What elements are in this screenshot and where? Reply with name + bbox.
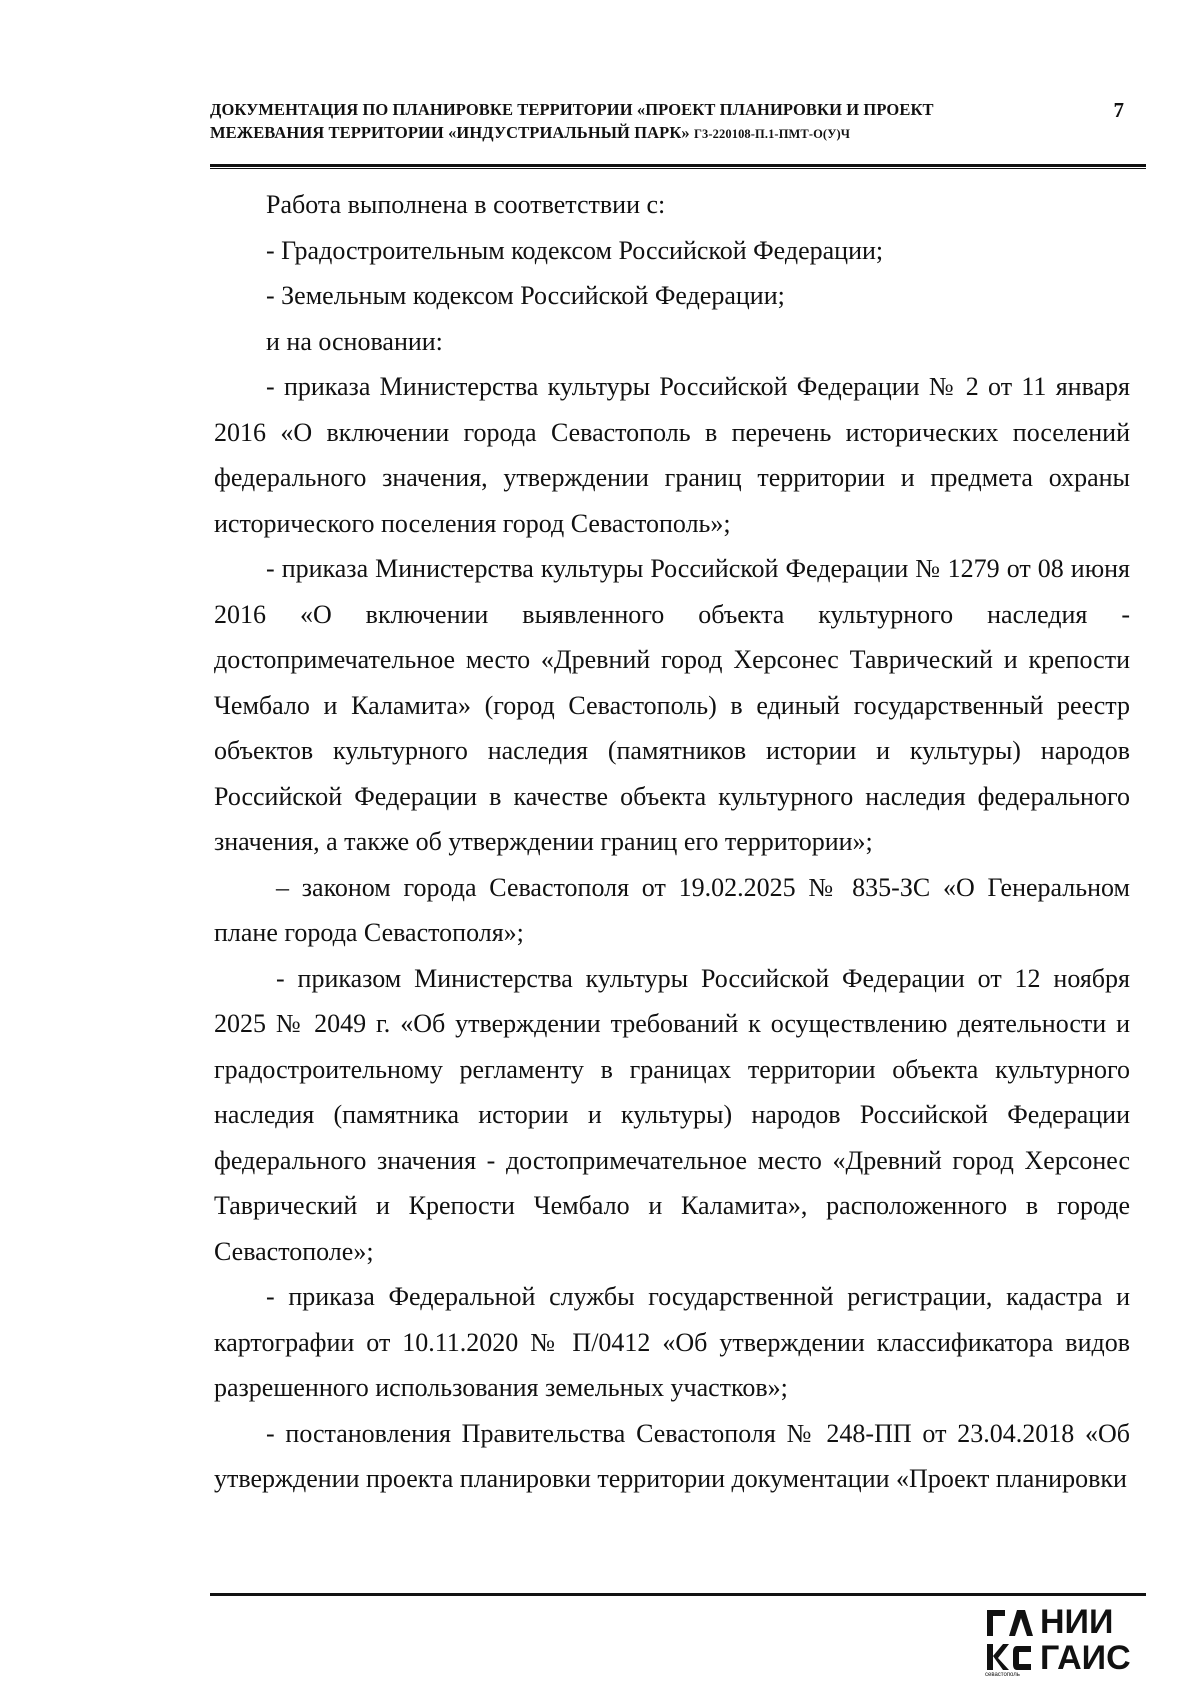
intro-line: Работа выполнена в соответствии с:: [266, 190, 666, 219]
logo-text-line-2: ГАИС: [1040, 1639, 1131, 1677]
footer-rule: [210, 1593, 1146, 1596]
document-body: [214, 182, 1130, 1502]
list-item-landcode: - Земельным кодексом Российской Федерации;: [266, 281, 785, 310]
paragraph-resolution-248: - постановления Правительства Севастополя № 248-ПП от 23.04.2018 «Об утверждении проекта планировки территории документации «Проект планировки: [214, 1418, 1130, 1493]
paragraph-order-p0412: - приказа Федеральной службы государственной регистрации, кадастра и картографии от 10.11.2020 № П/0412 «Об утверждении классификатора видов разрешенного использования земельных участков»;: [214, 1282, 1130, 1402]
header-line-1: ДОКУМЕНТАЦИЯ ПО ПЛАНИРОВКЕ ТЕРРИТОРИИ «ПРОЕКТ ПЛАНИРОВКИ И ПРОЕКТ: [210, 100, 934, 119]
paragraph-order-2: - приказа Министерства культуры Российской Федерации № 2 от 11 января 2016 «О включении города Севастополь в перечень исторических поселений федерального значения, утверждении границ территории и предмета охраны исторического поселения город Севастополь»;: [214, 372, 1130, 538]
header-line-2: [210, 121, 1110, 146]
document-header: [210, 98, 1110, 146]
document-code: Г3-220108-П.1-ПМТ-О(У)Ч: [694, 127, 851, 141]
logo-text-line-1: НИИ: [1040, 1603, 1114, 1641]
nii-gais-logo: [985, 1604, 1150, 1682]
logo-text: [1040, 1604, 1131, 1676]
logo-subtext: севастополь: [985, 1672, 1020, 1678]
basis-line: и на основании:: [266, 326, 443, 356]
header-line-2-text: МЕЖЕВАНИЯ ТЕРРИТОРИИ «ИНДУСТРИАЛЬНЫЙ ПАРК»: [210, 123, 690, 142]
page-number: 7: [1113, 98, 1124, 122]
logo-mark-icon: [985, 1608, 1035, 1676]
paragraph-order-2049: - приказом Министерства культуры Российской Федерации от 12 ноября 2025 № 2049 г. «Об утверждении требований к осуществлению деятельности и градостроительному регламенту в границах территории объекта культурного наследия (памятника истории и культуры) народов Российской Федерации федерального значения - достопримечательное место «Древний город Херсонес Таврический и Крепости Чембало и Каламита», расположенного в городе Севастополе»;: [214, 963, 1130, 1266]
paragraph-law-835: – законом города Севастополя от 19.02.2025 № 835-ЗС «О Генеральном плане города Севастополя»;: [214, 872, 1130, 947]
paragraph-order-1279: - приказа Министерства культуры Российской Федерации № 1279 от 08 июня 2016 «О включении выявленного объекта культурного наследия - достопримечательное место «Древний город Херсонес Таврический и крепости Чембало и Каламита» (город Севастополь) в единый государственный реестр объектов культурного наследия (памятников истории и культуры) народов Российской Федерации в качестве объекта культурного наследия федерального значения, а также об утверждении границ его территории»;: [214, 554, 1130, 856]
header-rule: [210, 164, 1146, 167]
list-item-gradcode: - Градостроительным кодексом Российской Федерации;: [266, 235, 884, 265]
header-rule-thin: [210, 168, 1146, 169]
